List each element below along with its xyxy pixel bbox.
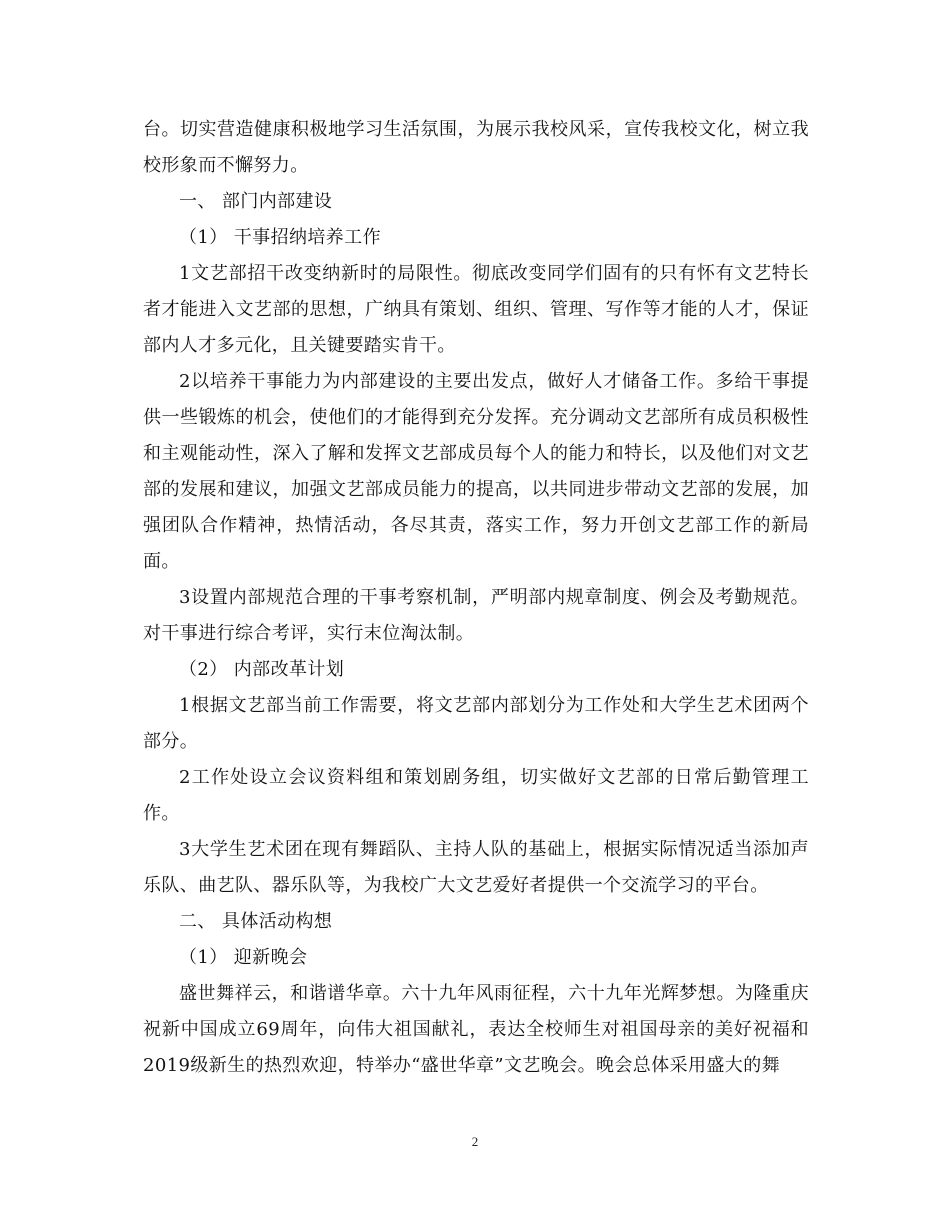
body-paragraph: 2工作处设立会议资料组和策划剧务组，切实做好文艺部的日常后勤管理工作。: [143, 767, 809, 824]
subsection-heading: （2） 内部改革计划: [179, 659, 345, 680]
document-body: [143, 112, 809, 1084]
subsection-heading: （1） 迎新晚会: [179, 947, 308, 968]
body-paragraph: 1根据文艺部当前工作需要，将文艺部内部划分为工作处和大学生艺术团两个部分。: [143, 695, 809, 752]
body-paragraph: 3大学生艺术团在现有舞蹈队、主持人队的基础上，根据实际情况适当添加声乐队、曲艺队、器乐队等，为我校广大文艺爱好者提供一个交流学习的平台。: [143, 839, 809, 896]
body-paragraph: 3设置内部规范合理的干事考察机制，严明部内规章制度、例会及考勤规范。对干事进行综合考评，实行末位淘汰制。: [143, 587, 809, 644]
section-heading: 一、 部门内部建设: [179, 191, 333, 212]
subsection-heading: （1） 干事招纳培养工作: [179, 227, 381, 248]
section-heading: 二、 具体活动构想: [179, 911, 333, 932]
body-paragraph: 盛世舞祥云，和谐谱华章。六十九年风雨征程，六十九年光辉梦想。为隆重庆祝新中国成立69周年，向伟大祖国献礼，表达全校师生对祖国母亲的美好祝福和2019级新生的热烈欢迎，特举办“盛世华章”文艺晚会。晚会总体采用盛大的舞: [143, 983, 809, 1076]
page-number: 2: [471, 1134, 479, 1149]
body-paragraph: 2以培养干事能力为内部建设的主要出发点，做好人才储备工作。多给干事提供一些锻炼的机会，使他们的才能得到充分发挥。充分调动文艺部所有成员积极性和主观能动性，深入了解和发挥文艺部成员每个人的能力和特长，以及他们对文艺部的发展和建议，加强文艺部成员能力的提高，以共同进步带动文艺部的发展，加强团队合作精神，热情活动，各尽其责，落实工作，努力开创文艺部工作的新局面。: [143, 371, 809, 572]
body-paragraph: 1文艺部招干改变纳新时的局限性。彻底改变同学们固有的只有怀有文艺特长者才能进入文艺部的思想，广纳具有策划、组织、管理、写作等才能的人才，保证部内人才多元化，且关键要踏实肯干。: [143, 263, 809, 356]
body-paragraph: 台。切实营造健康积极地学习生活氛围，为展示我校风采，宣传我校文化，树立我校形象而不懈努力。: [143, 119, 809, 176]
